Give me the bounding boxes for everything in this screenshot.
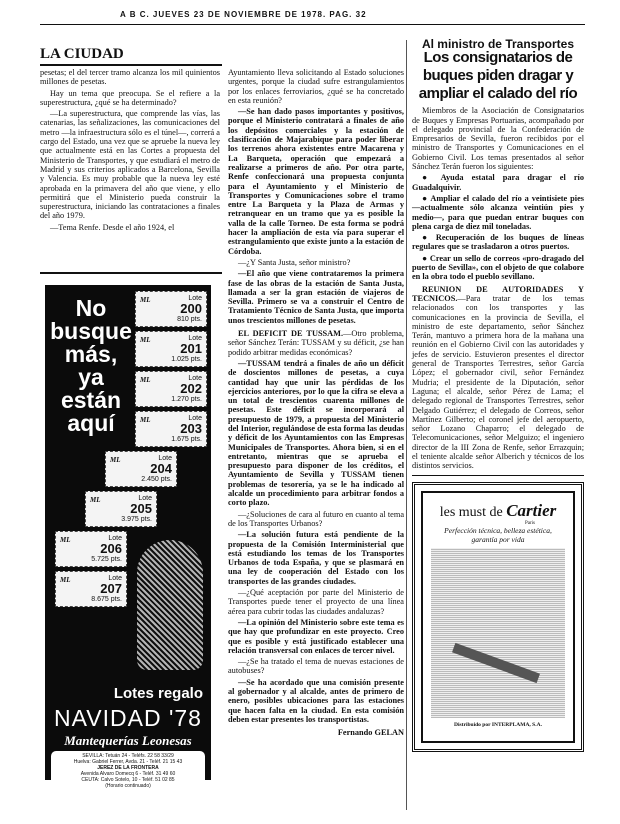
divider bbox=[40, 272, 222, 274]
lote-label: Lote bbox=[188, 375, 202, 382]
subhead: REUNION DE AUTORIDADES Y TECNICOS. bbox=[412, 284, 584, 303]
headline: Los consignatarios de buques piden dragar y ampliar el calado del río bbox=[418, 49, 578, 103]
ml-logo: ML bbox=[140, 336, 151, 344]
right-column-article bbox=[412, 37, 585, 471]
kicker: Al ministro de Transportes bbox=[421, 37, 575, 51]
lote-number: 203 bbox=[180, 421, 202, 436]
bullet-item: ● Crear un sello de correos «pro-dragado del puerto de Sevilla», con el objeto de que colabore en la obra todo el pueblo sevillano. bbox=[412, 253, 584, 282]
lote-card bbox=[135, 331, 207, 367]
byline: Fernando GELAN bbox=[337, 728, 404, 738]
paragraph: —¿Soluciones de cara al futuro en cuanto al tema de los Transportes Urbanos? bbox=[228, 509, 404, 528]
ml-logo: ML bbox=[140, 296, 151, 304]
address-line: JEREZ DE LA FRONTERA bbox=[97, 765, 159, 771]
ml-logo: ML bbox=[60, 536, 71, 544]
lote-card bbox=[135, 411, 207, 447]
address-line: (Horario continuado) bbox=[105, 783, 151, 789]
lote-label: Lote bbox=[108, 535, 122, 542]
paragraph: —¿Qué aceptación por parte del Ministerio de Transportes puede tener el proyecto de una línea aérea para cubrir todas las ciudades andaluzas? bbox=[228, 588, 404, 616]
ml-logo: ML bbox=[60, 576, 71, 584]
paragraph: —La solución futura está pendiente de la propuesta de la Comisión Interministerial que está estudiando los temas de los Transportes Urbanos de toda España, y que se plasmará en una ley de cooperación del Estado con los transportes de las grandes ciudades. bbox=[228, 530, 404, 586]
distributor: Distribuido por INTERPLAMA, S.A. bbox=[454, 721, 542, 728]
paris-label: Paris bbox=[525, 520, 535, 526]
address-line: CEUTA: Calvo Sotelo, 10 - Teléf. 51 02 85 bbox=[81, 777, 175, 783]
lote-price: 1.270 pts. bbox=[171, 396, 202, 403]
lote-number: 206 bbox=[100, 541, 122, 556]
cartier-title bbox=[431, 501, 565, 521]
paragraph: —El año que viene contrataremos la primera fase de las obras de la estación de Santa Justa, llamada a ser la gran estación de viajeros de Sevilla. Primero se va a construir el Centro de Tratamiento Técnico de Santa Justa, que importa unos trescientos millones de pesetas. bbox=[228, 269, 404, 325]
lote-label: Lote bbox=[138, 495, 152, 502]
ml-logo: ML bbox=[90, 496, 101, 504]
lote-price: 8.675 pts. bbox=[91, 596, 122, 603]
lote-number: 207 bbox=[100, 581, 122, 596]
paragraph: Ayuntamiento lleva solicitando al Estado soluciones urgentes, porque la ciudad sufre estrangulamientos por los enlaces ferroviarios, ¿qué se ha concretado en esta reunión? bbox=[228, 68, 404, 105]
lote-number: 202 bbox=[180, 381, 202, 396]
body-text: —Para tratar de los temas relacionados con los transportes y las comunicaciones en la provincia de Sevilla, el ministro de este departamento, señor Sánchez Terán, mantuvo a primera hora de la mañana una reunión en el Gobierno Civil con las autoridades y jefes de servicio. Estuvieron presentes el director general de Transportes Terrestres, señor García López; el gobernador civil, señor Fernández Mudria; el presidente de la Diputación, señor Laguna; el alcalde, señor Pérez de Lama; el delegado regional de Transportes Terrestres, señor Delgado Gutiérrez; el delegado de Correos, señor Martínez Gilberto; el coronel jefe del aeropuerto, señor Lozano Chaparro; el delegado de Telecomunicaciones, señor Melguizo; el ingeniero director de la III Zona de Renfe, señor Errazquin; el teniente alcalde señor Alberich y técnicos de los distintos servicios. bbox=[412, 293, 584, 471]
masthead: A B C. JUEVES 23 DE NOVIEMBRE DE 1978. PAG. 32 bbox=[120, 10, 367, 19]
tagline: Perfección técnica, belleza estética, garantía por vida bbox=[444, 525, 552, 544]
paragraph: pesetas; el del tercer tramo alcanza los mil quinientos millones de pesetas. bbox=[40, 68, 220, 87]
left-column-article bbox=[40, 68, 220, 234]
bullet-text: Ayuda estatal para dragar el río Guadalquivir. bbox=[412, 173, 584, 192]
paragraph: Hay un tema que preocupa. Se el refiere a la superestructura, ¿qué se ha determinado? bbox=[40, 88, 220, 107]
paragraph: —TUSSAM tendrá a finales de año un déficit de doscientos millones de pesetas, a cuya cantidad hay que unir las pérdidas de los ejercicios anteriores, por lo que la cifra se eleva a un total de trescientos cuarenta millones de pesetas. Este déficit se incorporará al presupuesto de 1979, a propuesta del Ministerio del Interior, regulándose de esta forma las deudas y déficit de los Ayuntamientos con las Empresas Municipales de Transportes. Ahora bien, si en el entretanto, mientras que se aprueba el presupuesto para disponer de los créditos, el Ayuntamiento de Sevilla y TUSSAM tienen problemas de tesorería, ya se le ha indicado al alcalde un procedimiento para arbitrar fondos a corto plazo. bbox=[228, 358, 404, 508]
cartier-logo: Cartier bbox=[506, 500, 557, 520]
lighter-pen-photo bbox=[431, 548, 565, 718]
lote-price: 1.675 pts. bbox=[171, 436, 202, 443]
column-divider bbox=[406, 40, 407, 810]
lote-number: 200 bbox=[180, 301, 202, 316]
title-prefix: les must de bbox=[439, 504, 503, 520]
slogan-line: busque bbox=[50, 318, 132, 344]
paragraph: —Tema Renfe. Desde el año 1924, el bbox=[50, 222, 175, 232]
lote-number: 204 bbox=[150, 461, 172, 476]
slogan-line: No bbox=[75, 295, 107, 321]
paragraph bbox=[228, 329, 404, 357]
ad-slogan bbox=[49, 297, 133, 435]
header-rule bbox=[40, 24, 585, 25]
lote-price: 1.025 pts. bbox=[171, 356, 202, 363]
bullet-item: ● Ampliar el calado del río a veintisiete pies —actualmente sólo alcanza veintiún pies y medio—, para que puedan entrar buques con plena carga de diez mil toneladas. bbox=[412, 193, 585, 231]
slogan-line: están bbox=[60, 387, 122, 413]
bullet-text: Crear un sello de correos «pro-dragado del puerto de Sevilla», con el objeto de que colabore en la obra todo el pueblo sevillano. bbox=[412, 253, 584, 282]
lote-card bbox=[55, 531, 127, 567]
divider bbox=[412, 475, 584, 476]
ml-logo: ML bbox=[140, 416, 151, 424]
address-box bbox=[51, 751, 205, 791]
mantequerias-leonesas-ad bbox=[45, 285, 211, 789]
middle-column-article bbox=[228, 68, 404, 737]
paragraph: —Se han dado pasos importantes y positivos, porque el Ministerio contratará a finales de año los depósitos comerciales y la estación de clasificación de Majarabique para poder liberar los terrenos ahora existentes entre Macarena y La Barqueta, operación que empezará a realizarse a primeros de año. Por otra parte, Renfe confeccionará una propuesta conjunta para el Ayuntamiento y el Ministerio de Transportes y Comunicaciones sobre el tramo entre La Barqueta y la Plaza de Armas y retranquear en un tramo que ya es posible la valla de la calle Torneo. De esta forma se podrá hacer la ampliación de esta vía para superar el estrangulamiento que existe junto a la estación de Córdoba. bbox=[228, 107, 404, 256]
lote-card bbox=[135, 371, 207, 407]
lote-label: Lote bbox=[188, 335, 202, 342]
address-line: SEVILLA: Tetuán 24 - Teléfs. 22 58 33/29 bbox=[82, 753, 174, 759]
lote-card bbox=[55, 571, 127, 607]
lote-number: 201 bbox=[180, 341, 202, 356]
paragraph: —¿Y Santa Justa, señor ministro? bbox=[238, 257, 351, 267]
paragraph: —La opinión del Ministerio sobre este tema es que hay que profundizar en este proyecto. Creo que es posible y está justificado establecer una relación transversal con enlaces de tercer nivel. bbox=[228, 617, 404, 655]
lote-card bbox=[105, 451, 177, 487]
subhead: EL DEFICIT DE TUSSAM. bbox=[238, 329, 344, 339]
lote-label: Lote bbox=[158, 455, 172, 462]
lote-label: Lote bbox=[188, 415, 202, 422]
lote-price: 810 pts. bbox=[177, 316, 202, 323]
navidad-78: NAVIDAD '78 bbox=[54, 705, 202, 731]
ml-logo: ML bbox=[140, 376, 151, 384]
section-title: LA CIUDAD bbox=[40, 46, 124, 62]
ml-logo: ML bbox=[110, 456, 121, 464]
bullet-text: Ampliar el calado del río a veintisiete pies —actualmente sólo alcanza veintiún pies y medio—, para que puedan entrar buques con plena carga de diez mil toneladas. bbox=[412, 193, 585, 231]
paragraph: —La superestructura, que comprende las vías, las catenarias, las señalizaciones, las comunicaciones del metro —la infraestructura sólo es el túnel—, correrá a cargo del Estado, una vez que se apruebe la nueva ley que actualmente está en las Cortes a propuesta del Ministerio de Transportes, y que estudiará el metro de Madrid y sus criterios aplicados a Barcelona, Sevilla y Valencia. Es muy probable que la nueva ley esté aprobada en la primavera del año que viene, y ello permitirá que el Ministerio pueda construir la superestructura, iniciando las contrataciones a finales del año 1979. bbox=[40, 109, 220, 221]
intro: Miembros de la Asociación de Consignatarios de Buques y Empresas Portuarias, acompañado por el delegado provincial de la Confederación de Empresarios de Sevilla, fueron recibidos por el ministro de Transportes y Comunicaciones en el Gobierno Civil. Los temas presentados al señor Sánchez Terán fueron los siguientes: bbox=[412, 106, 584, 172]
address-line: Avenida Alvaro Domecq 6 - Teléf. 31 49 60 bbox=[80, 771, 176, 777]
lote-card bbox=[85, 491, 157, 527]
paragraph: —Se ha acordado que una comisión presente al gobernador y al alcalde, antes de primero de enero, posibles ubicaciones para las estaciones que hacen falta en la ciudad. En esta comisión deben estar presentes los transportistas. bbox=[228, 677, 404, 724]
lote-price: 3.975 pts. bbox=[121, 516, 152, 523]
slogan-line: aquí bbox=[67, 410, 115, 436]
lote-label: Lote bbox=[188, 295, 202, 302]
lotes-regalo: Lotes regalo bbox=[113, 685, 203, 702]
bullet-item: ● Recuperación de los buques de líneas regulares que se trasladaron a otros puertos. bbox=[412, 233, 584, 252]
lote-price: 2.450 pts. bbox=[141, 476, 172, 483]
section-rule bbox=[40, 64, 222, 66]
paragraph: —¿Se ha tratado el tema de nuevas estaciones de autobuses? bbox=[228, 657, 404, 676]
subhead-text: —Otro problema, señor Sánchez Terán: TUSSAM y su déficit, ¿se han podido arbitrar medidas económicas? bbox=[228, 329, 404, 357]
lote-number: 205 bbox=[130, 501, 152, 516]
cartier-ad bbox=[412, 482, 584, 752]
jester-illustration bbox=[137, 540, 203, 670]
brand-name: Mantequerías Leonesas bbox=[64, 733, 192, 748]
lote-card bbox=[135, 291, 207, 327]
address-line: Huelva: Gabriel Ferrer, Avda. 21 - Teléf. 21 15 43 bbox=[73, 759, 183, 765]
paragraph bbox=[412, 285, 584, 471]
bullet-text: Recuperación de los buques de líneas regulares que se trasladaron a otros puertos. bbox=[412, 233, 584, 252]
slogan-line: más, bbox=[64, 341, 118, 367]
lote-label: Lote bbox=[108, 575, 122, 582]
right-column bbox=[412, 37, 585, 752]
bullet-item: ● Ayuda estatal para dragar el río Guadalquivir. bbox=[412, 173, 584, 192]
lote-price: 5.725 pts. bbox=[91, 556, 122, 563]
slogan-line: ya bbox=[78, 364, 104, 390]
